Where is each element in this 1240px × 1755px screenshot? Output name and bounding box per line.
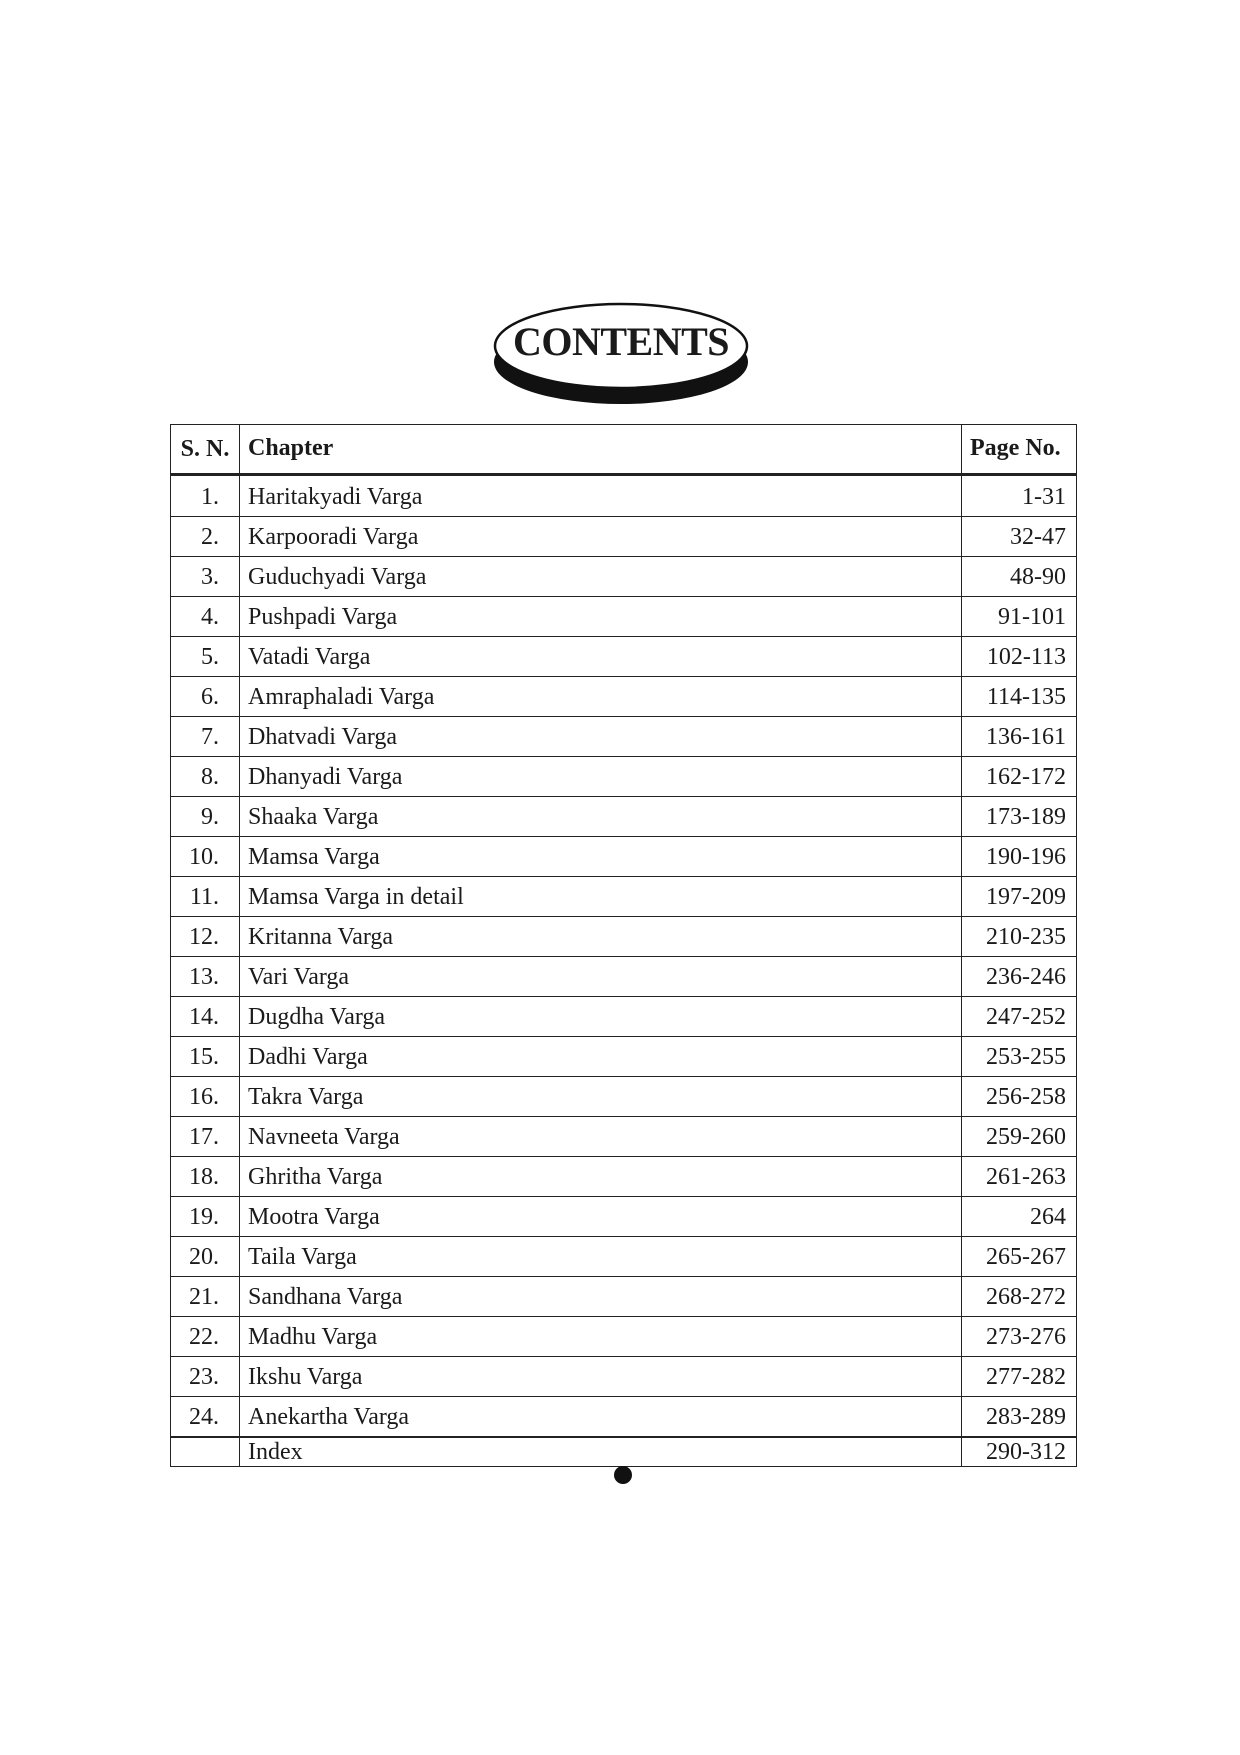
table-row (171, 1277, 1077, 1317)
column-header-page: Page No. (962, 425, 1077, 475)
end-bullet (614, 1466, 632, 1484)
row-page-range: 261-263 (962, 1157, 1077, 1197)
row-serial-number: 9. (171, 797, 240, 837)
row-page-range: 236-246 (962, 957, 1077, 997)
column-header-sn: S. N. (171, 425, 240, 475)
row-chapter-name: Dugdha Varga (240, 997, 962, 1037)
row-serial-number: 4. (171, 597, 240, 637)
table-row (171, 717, 1077, 757)
row-serial-number: 11. (171, 877, 240, 917)
table-row (171, 1397, 1077, 1438)
row-chapter-name: Mootra Varga (240, 1197, 962, 1237)
row-page-range: 173-189 (962, 797, 1077, 837)
table-row (171, 1117, 1077, 1157)
row-page-range: 102-113 (962, 637, 1077, 677)
contents-table (170, 424, 1077, 1467)
row-chapter-name: Mamsa Varga in detail (240, 877, 962, 917)
table-row (171, 1317, 1077, 1357)
row-chapter-name: Dhanyadi Varga (240, 757, 962, 797)
table-row-index (171, 1437, 1077, 1467)
table-row (171, 597, 1077, 637)
row-page-range: 277-282 (962, 1357, 1077, 1397)
row-page-range: 48-90 (962, 557, 1077, 597)
row-serial-number: 13. (171, 957, 240, 997)
table-row (171, 517, 1077, 557)
row-chapter-name: Mamsa Varga (240, 837, 962, 877)
row-page-range: 265-267 (962, 1237, 1077, 1277)
row-serial-number: 17. (171, 1117, 240, 1157)
row-serial-number: 18. (171, 1157, 240, 1197)
table-row (171, 677, 1077, 717)
row-page-range: 32-47 (962, 517, 1077, 557)
row-serial-number: 1. (171, 475, 240, 517)
row-serial-number: 8. (171, 757, 240, 797)
row-chapter-name: Ikshu Varga (240, 1357, 962, 1397)
table-row (171, 837, 1077, 877)
row-page-range: 283-289 (962, 1397, 1077, 1438)
row-chapter-name: Kritanna Varga (240, 917, 962, 957)
row-serial-number: 7. (171, 717, 240, 757)
page-title: CONTENTS (512, 319, 730, 364)
row-chapter-name: Takra Varga (240, 1077, 962, 1117)
row-serial-number (171, 1437, 240, 1467)
row-chapter-name: Sandhana Varga (240, 1277, 962, 1317)
row-page-range: 91-101 (962, 597, 1077, 637)
row-page-range: 247-252 (962, 997, 1077, 1037)
table-row (171, 917, 1077, 957)
row-page-range: 114-135 (962, 677, 1077, 717)
table-row (171, 757, 1077, 797)
row-chapter-name: Dadhi Varga (240, 1037, 962, 1077)
row-chapter-name: Karpooradi Varga (240, 517, 962, 557)
row-chapter-name: Ghritha Varga (240, 1157, 962, 1197)
table-row (171, 877, 1077, 917)
row-page-range: 273-276 (962, 1317, 1077, 1357)
row-serial-number: 3. (171, 557, 240, 597)
table-row (171, 1077, 1077, 1117)
row-serial-number: 16. (171, 1077, 240, 1117)
table-row (171, 1157, 1077, 1197)
row-serial-number: 19. (171, 1197, 240, 1237)
row-chapter-name: Vatadi Varga (240, 637, 962, 677)
row-page-range: 264 (962, 1197, 1077, 1237)
row-chapter-name: Guduchyadi Varga (240, 557, 962, 597)
row-chapter-name: Index (240, 1437, 962, 1467)
table-row (171, 1037, 1077, 1077)
row-page-range: 290-312 (962, 1437, 1077, 1467)
row-chapter-name: Taila Varga (240, 1237, 962, 1277)
row-serial-number: 21. (171, 1277, 240, 1317)
row-serial-number: 2. (171, 517, 240, 557)
row-page-range: 253-255 (962, 1037, 1077, 1077)
row-chapter-name: Dhatvadi Varga (240, 717, 962, 757)
table-row (171, 1197, 1077, 1237)
row-page-range: 136-161 (962, 717, 1077, 757)
row-serial-number: 23. (171, 1357, 240, 1397)
row-chapter-name: Anekartha Varga (240, 1397, 962, 1438)
table-row (171, 1237, 1077, 1277)
row-page-range: 259-260 (962, 1117, 1077, 1157)
row-chapter-name: Amraphaladi Varga (240, 677, 962, 717)
table-row (171, 997, 1077, 1037)
row-chapter-name: Pushpadi Varga (240, 597, 962, 637)
row-serial-number: 22. (171, 1317, 240, 1357)
row-serial-number: 6. (171, 677, 240, 717)
row-page-range: 190-196 (962, 837, 1077, 877)
table-row (171, 797, 1077, 837)
row-page-range: 268-272 (962, 1277, 1077, 1317)
row-chapter-name: Vari Varga (240, 957, 962, 997)
row-serial-number: 12. (171, 917, 240, 957)
row-page-range: 1-31 (962, 475, 1077, 517)
contents-title-badge (493, 302, 749, 406)
contents-table-body (171, 475, 1077, 1467)
row-serial-number: 5. (171, 637, 240, 677)
row-serial-number: 20. (171, 1237, 240, 1277)
row-page-range: 162-172 (962, 757, 1077, 797)
column-header-chapter: Chapter (240, 425, 962, 475)
row-chapter-name: Shaaka Varga (240, 797, 962, 837)
row-serial-number: 15. (171, 1037, 240, 1077)
row-chapter-name: Haritakyadi Varga (240, 475, 962, 517)
row-serial-number: 10. (171, 837, 240, 877)
table-header-row (171, 425, 1077, 475)
row-chapter-name: Navneeta Varga (240, 1117, 962, 1157)
row-page-range: 256-258 (962, 1077, 1077, 1117)
table-row (171, 557, 1077, 597)
table-row (171, 1357, 1077, 1397)
row-serial-number: 14. (171, 997, 240, 1037)
row-serial-number: 24. (171, 1397, 240, 1438)
row-page-range: 197-209 (962, 877, 1077, 917)
row-page-range: 210-235 (962, 917, 1077, 957)
table-row (171, 475, 1077, 517)
table-row (171, 637, 1077, 677)
row-chapter-name: Madhu Varga (240, 1317, 962, 1357)
table-row (171, 957, 1077, 997)
